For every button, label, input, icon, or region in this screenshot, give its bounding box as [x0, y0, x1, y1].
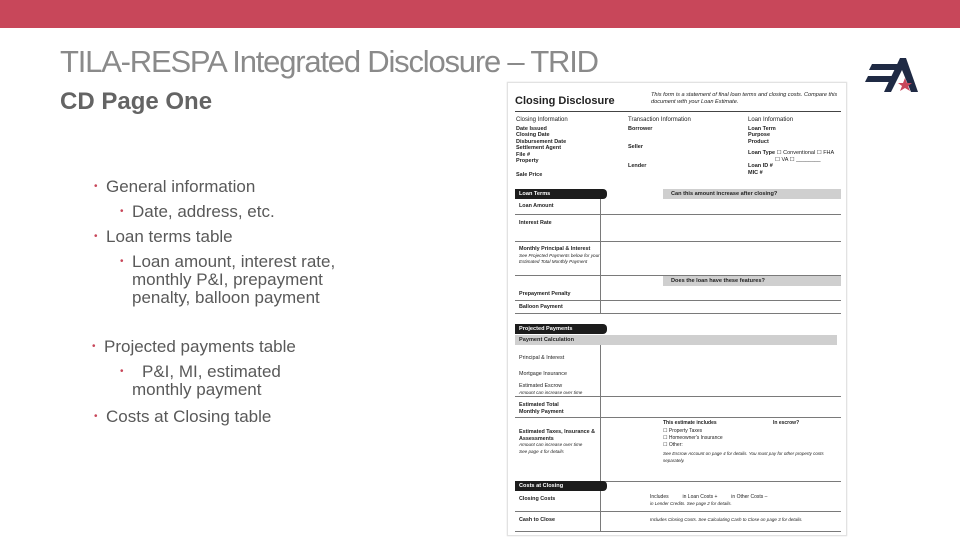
- closing-costs-text: Includes in Loan Costs + in Other Costs – in Lender Credits. See page 2 for details.: [650, 494, 768, 506]
- in-escrow-heading: In escrow?: [773, 420, 800, 426]
- estimated-total-label: Estimated Total Monthly Payment: [519, 402, 564, 415]
- loan-terms-header: Loan Terms: [515, 189, 607, 199]
- bullet-projected-payments: • Projected payments table: [92, 337, 296, 356]
- estimated-escrow-label: Estimated Escrow Amount can increase over time: [519, 383, 583, 395]
- loan-terms-question: Can this amount increase after closing?: [663, 189, 841, 199]
- cash-to-close-label: Cash to Close: [519, 517, 555, 523]
- loan-amount-label: Loan Amount: [519, 203, 554, 209]
- escrow-footnote: See Escrow Account on page 4 for details. You must pay for other property costs separately.: [663, 451, 824, 463]
- mortgage-insurance-label: Mortgage Insurance: [519, 371, 567, 377]
- slide-subtitle: CD Page One: [60, 88, 213, 115]
- projected-payments-header: Projected Payments: [515, 324, 607, 334]
- bullet-loan-amount-details: • Loan amount, interest rate, monthly P&I, prepayment penalty, balloon payment: [120, 252, 336, 307]
- estimated-taxes-label: Estimated Taxes, Insurance & Assessments Amount can increase over time See page 4 for details: [519, 429, 595, 454]
- total-row-top: [515, 396, 841, 397]
- closing-information: Closing Information Date Issued Closing Date Disbursement Date Settlement Agent File # Property Sale Price: [516, 117, 568, 178]
- loan-information: Loan Information Loan Term Purpose Product Loan Type ☐ Conventional ☐ FHA ☐ VA ☐ ________ Loan ID # MIC #: [748, 117, 835, 176]
- estimate-includes-heading: This estimate includes: [663, 420, 717, 426]
- principal-interest-label: Principal & Interest: [519, 355, 565, 361]
- bullet-costs-at-closing: • Costs at Closing table: [94, 407, 272, 426]
- costs-at-closing-header: Costs at Closing: [515, 481, 607, 491]
- bullet-general-info: • General information: [94, 177, 256, 196]
- company-logo-icon: [864, 56, 922, 98]
- closing-costs-label: Closing Costs: [519, 496, 556, 502]
- prepayment-penalty-label: Prepayment Penalty: [519, 291, 571, 297]
- interest-rate-label: Interest Rate: [519, 220, 552, 226]
- balloon-payment-label: Balloon Payment: [519, 304, 563, 310]
- homeowners-insurance-checkbox: ☐ Homeowner's Insurance: [663, 435, 723, 441]
- top-accent-bar: [0, 0, 960, 28]
- bullet-date-address: • Date, address, etc.: [120, 202, 275, 221]
- slide-title: TILA-RESPA Integrated Disclosure – TRID: [60, 44, 598, 79]
- bullet-pi-mi: • P&I, MI, estimated monthly payment: [120, 362, 281, 399]
- transaction-information: Transaction Information Borrower Seller Lender: [628, 117, 691, 169]
- monthly-pi-label: Monthly Principal & Interest See Projected Payments below for your Estimated Total Monthly Payment: [519, 246, 600, 264]
- closing-disclosure-form: [507, 82, 847, 536]
- interest-rate-row: [515, 214, 841, 242]
- balloon-payment-row: [515, 300, 841, 314]
- form-description: This form is a statement of final loan terms and closing costs. Compare this document with your Loan Estimate.: [651, 92, 838, 105]
- estimated-taxes-row: [515, 417, 841, 482]
- loan-amount-row: [515, 199, 841, 215]
- form-title-rule: [515, 111, 841, 112]
- form-title: Closing Disclosure: [515, 95, 615, 107]
- bullet-loan-terms: • Loan terms table: [94, 227, 233, 246]
- loan-features-question: Does the loan have these features?: [663, 276, 841, 286]
- other-checkbox: ☐ Other:: [663, 442, 683, 448]
- estimated-total-row: [515, 403, 841, 418]
- payment-calculation-bar: Payment Calculation: [515, 335, 837, 345]
- cash-to-close-text: Includes Closing Costs. See Calculating Cash to Close on page 3 for details.: [650, 517, 803, 522]
- property-taxes-checkbox: ☐ Property Taxes: [663, 428, 703, 434]
